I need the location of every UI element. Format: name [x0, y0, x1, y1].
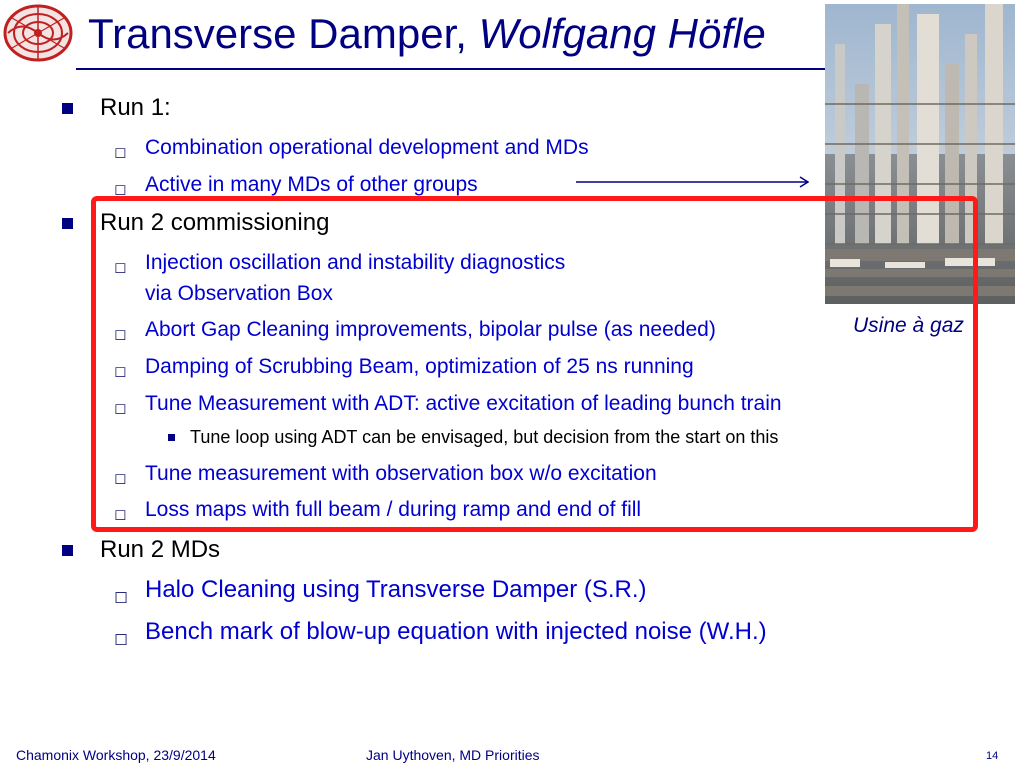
- lhc-logo-icon: [2, 2, 74, 64]
- hollow-square-bullet-icon: ◻: [114, 470, 127, 487]
- bullet-run2-mds: [100, 536, 220, 564]
- page-number: 14: [986, 750, 999, 762]
- sub-sub-bullet: [190, 427, 778, 448]
- bullet-label: Run 2 commissioning: [100, 209, 330, 236]
- sub-bullet: [114, 574, 647, 606]
- hollow-square-bullet-icon: ◻: [114, 506, 127, 523]
- hollow-square-bullet-icon: ◻: [114, 587, 129, 606]
- sub-sub-bullet-text: Tune loop using ADT can be envisaged, but decision from the start on this: [190, 427, 779, 447]
- title-text: Transverse Damper,: [88, 10, 467, 57]
- sub-bullet: [114, 458, 657, 489]
- bullet-run2-commissioning: [100, 209, 329, 237]
- sub-bullet: [114, 494, 642, 525]
- bullet-label: Run 2 MDs: [100, 536, 221, 563]
- sub-bullet: [114, 314, 716, 345]
- sub-bullet-text: Halo Cleaning using Transverse Damper (S.R.): [145, 576, 647, 603]
- sub-bullet-text: Tune Measurement with ADT: active excitation of leading bunch train: [145, 392, 782, 415]
- hollow-square-bullet-icon: ◻: [114, 400, 127, 417]
- sub-bullet-text: Tune measurement with observation box w/o excitation: [145, 462, 657, 485]
- photo-caption: Usine à gaz: [853, 314, 964, 337]
- hollow-square-bullet-icon: ◻: [114, 629, 129, 648]
- sub-bullet-text: Injection oscillation and instability diagnostics: [145, 251, 566, 274]
- sub-bullet-text: Loss maps with full beam / during ramp and end of fill: [145, 498, 642, 521]
- hollow-square-bullet-icon: ◻: [114, 363, 127, 380]
- sub-bullet-text: Damping of Scrubbing Beam, optimization of 25 ns running: [145, 355, 694, 378]
- sub-bullet-text-line2: via Observation Box: [145, 282, 333, 305]
- hollow-square-bullet-icon: ◻: [114, 326, 127, 343]
- sub-bullet-text: Bench mark of blow-up equation with injected noise (W.H.): [145, 618, 767, 645]
- hollow-square-bullet-icon: ◻: [114, 144, 127, 161]
- square-bullet-icon: [62, 103, 73, 114]
- arrow-right-icon: [576, 175, 816, 189]
- square-bullet-icon: [168, 434, 175, 441]
- square-bullet-icon: [62, 218, 73, 229]
- bullet-label: Run 1:: [100, 94, 171, 121]
- square-bullet-icon: [62, 545, 73, 556]
- sub-bullet: [114, 616, 767, 648]
- bullet-run1: [100, 94, 171, 122]
- slide-title: [88, 8, 766, 60]
- sub-bullet-text: Combination operational development and MDs: [145, 136, 589, 159]
- footer-event: Chamonix Workshop, 23/9/2014: [16, 747, 216, 763]
- sub-bullet-text: Abort Gap Cleaning improvements, bipolar pulse (as needed): [145, 318, 716, 341]
- sub-bullet: [114, 388, 782, 419]
- sub-bullet: [114, 132, 589, 163]
- sub-bullet: [114, 351, 694, 382]
- hollow-square-bullet-icon: ◻: [114, 259, 127, 276]
- sub-bullet-text: Active in many MDs of other groups: [145, 173, 478, 196]
- hollow-square-bullet-icon: ◻: [114, 181, 127, 198]
- title-author: Wolfgang Höfle: [478, 10, 766, 57]
- sub-bullet: [114, 247, 566, 309]
- footer-author: Jan Uythoven, MD Priorities: [366, 747, 540, 763]
- sub-bullet: [114, 169, 478, 200]
- title-underline: [76, 68, 828, 70]
